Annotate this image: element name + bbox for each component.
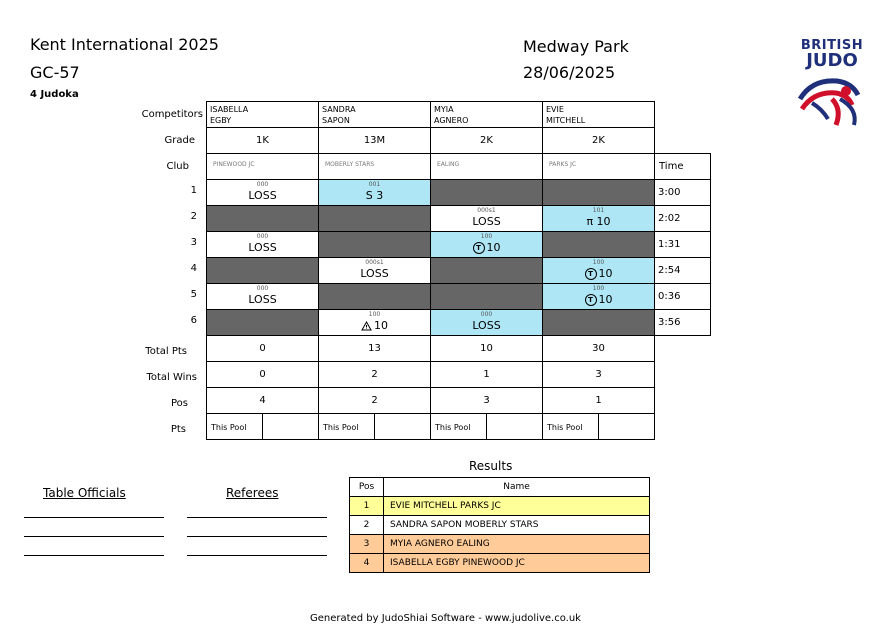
competitor-name-cell (430, 101, 543, 128)
time-value: 2:02 (658, 213, 681, 224)
contest-cell (542, 205, 655, 232)
time-cell (654, 179, 711, 206)
competitor-name-cell (542, 101, 655, 128)
result-text: LOSS (248, 241, 277, 254)
contest-cell (318, 283, 431, 310)
result-value (543, 215, 654, 228)
pos-value: 1 (595, 395, 602, 406)
club-cell (542, 153, 655, 180)
contest-number: 3 (190, 237, 197, 248)
result-text: 10 (374, 319, 388, 332)
grade-cell (542, 127, 655, 154)
total-wins-cell (318, 361, 431, 388)
total-pts-value: 10 (480, 343, 493, 354)
contest-cell (206, 205, 319, 232)
total-wins-cell (206, 361, 319, 388)
label-grade: Grade (164, 135, 195, 146)
pool-pts-divider (262, 414, 263, 439)
contest-cell (206, 231, 319, 258)
time-cell (654, 231, 711, 258)
contest-cell (542, 179, 655, 206)
referee-line (187, 517, 327, 518)
contest-number: 4 (190, 263, 197, 274)
pool-pts-divider (486, 414, 487, 439)
results-row (350, 535, 650, 554)
result-text: S 3 (365, 189, 384, 202)
official-line (24, 517, 164, 518)
competitor-last-name: EGBY (210, 116, 232, 125)
result-pos: 2 (350, 516, 384, 535)
pos-cell (206, 387, 319, 414)
total-pts-cell (206, 335, 319, 362)
event-date: 28/06/2025 (523, 63, 616, 82)
warning-icon (361, 321, 372, 331)
grade-value: 1K (256, 135, 269, 146)
result-value (319, 189, 430, 202)
judoka-count: 4 Judoka (30, 89, 79, 100)
competitor-last-name: AGNERO (434, 116, 469, 125)
pool-pts-divider (374, 414, 375, 439)
contest-cell (430, 283, 543, 310)
competitor-name (546, 104, 585, 126)
score-code: 100 (592, 285, 605, 292)
result-value (319, 319, 430, 332)
total-wins-cell (430, 361, 543, 388)
competitor-name (322, 104, 356, 126)
result-text: 10 (486, 241, 501, 254)
total-wins-value: 3 (595, 369, 602, 380)
competitor-first-name: EVIE (546, 105, 564, 114)
results-row (350, 516, 650, 535)
venue: Medway Park (523, 37, 629, 56)
penalty-t-icon: T (585, 294, 597, 306)
this-pool-label: This Pool (547, 423, 583, 432)
competitor-first-name: SANDRA (322, 105, 356, 114)
result-value (543, 293, 654, 306)
contest-number: 1 (190, 185, 197, 196)
label-pos: Pos (170, 398, 188, 409)
contest-cell (430, 257, 543, 284)
contest-cell (542, 231, 655, 258)
time-value: 2:54 (658, 265, 681, 276)
competitor-first-name: MYIA (434, 105, 454, 114)
time-cell (654, 309, 711, 336)
time-cell (654, 257, 711, 284)
pool-code: GC-57 (30, 63, 80, 82)
club-value: EALING (437, 161, 460, 168)
score-code: 001 (368, 181, 381, 188)
grade-value: 2K (480, 135, 493, 146)
grade-value: 13M (363, 135, 386, 146)
score-code: 000 (256, 233, 269, 240)
pos-cell (430, 387, 543, 414)
pool-pts-cell (206, 413, 319, 440)
result-value (207, 241, 318, 254)
result-text: LOSS (248, 293, 277, 306)
result-text: LOSS (472, 319, 501, 332)
result-pos: 4 (350, 554, 384, 573)
total-wins-cell (542, 361, 655, 388)
contest-cell (206, 309, 319, 336)
club-cell (430, 153, 543, 180)
referees-heading: Referees (226, 486, 279, 500)
contest-cell (430, 205, 543, 232)
contest-number: 6 (190, 315, 197, 326)
competitor-name-cell (318, 101, 431, 128)
result-text: π 10 (586, 215, 611, 228)
total-wins-value: 2 (371, 369, 378, 380)
result-pos: 1 (350, 497, 384, 516)
pos-cell (542, 387, 655, 414)
contest-cell (206, 283, 319, 310)
result-text: 10 (598, 267, 613, 280)
label-total-wins: Total Wins (146, 372, 197, 383)
club-cell (318, 153, 431, 180)
score-code: 000s1 (365, 259, 384, 266)
result-value (207, 293, 318, 306)
result-text: LOSS (472, 215, 501, 228)
label-club: Club (166, 161, 189, 172)
club-value: MOBERLY STARS (325, 161, 375, 168)
total-wins-value: 1 (483, 369, 490, 380)
pos-cell (318, 387, 431, 414)
result-text: 10 (598, 293, 613, 306)
contest-cell (542, 309, 655, 336)
grade-cell (206, 127, 319, 154)
contest-cell (206, 179, 319, 206)
pool-pts-cell (318, 413, 431, 440)
contest-cell (318, 179, 431, 206)
result-value (543, 267, 654, 280)
result-value (431, 215, 542, 228)
pos-value: 2 (371, 395, 378, 406)
results-col-pos: Pos (350, 478, 384, 497)
results-title: Results (469, 459, 513, 473)
contest-cell (542, 257, 655, 284)
results-table (349, 477, 650, 573)
time-value: 3:00 (658, 187, 681, 198)
time-cell (654, 205, 711, 232)
british-judo-logo: BRITISH JUDO (792, 38, 872, 135)
club-cell (206, 153, 319, 180)
this-pool-label: This Pool (211, 423, 247, 432)
total-pts-cell (542, 335, 655, 362)
official-line (24, 536, 164, 537)
table-officials-heading: Table Officials (43, 486, 126, 500)
total-pts-value: 0 (259, 343, 266, 354)
result-text: LOSS (248, 189, 277, 202)
result-value (431, 241, 542, 254)
result-value (431, 319, 542, 332)
pool-pts-cell (542, 413, 655, 440)
competitor-last-name: SAPON (322, 116, 350, 125)
club-value: PARKS JC (549, 161, 577, 168)
label-pts: Pts (170, 424, 186, 435)
score-code: 100 (480, 233, 493, 240)
results-row (350, 497, 650, 516)
result-text: LOSS (360, 267, 389, 280)
score-code: 101 (592, 207, 605, 214)
contest-cell (542, 283, 655, 310)
contest-cell (318, 309, 431, 336)
time-value: 0:36 (658, 291, 681, 302)
grade-value: 2K (592, 135, 605, 146)
this-pool-label: This Pool (435, 423, 471, 432)
contest-cell (206, 257, 319, 284)
contest-cell (430, 231, 543, 258)
referee-line (187, 536, 327, 537)
score-code: 000s1 (477, 207, 496, 214)
event-title: Kent International 2025 (30, 35, 219, 54)
pos-value: 3 (483, 395, 490, 406)
time-value: 3:56 (658, 317, 681, 328)
pool-pts-divider (598, 414, 599, 439)
contest-cell (430, 179, 543, 206)
result-name: SANDRA SAPON MOBERLY STARS (384, 516, 650, 535)
contest-cell (318, 205, 431, 232)
time-value: 1:31 (658, 239, 681, 250)
contest-number: 2 (190, 211, 197, 222)
result-name: ISABELLA EGBY PINEWOOD JC (384, 554, 650, 573)
results-row (350, 554, 650, 573)
club-value: PINEWOOD JC (213, 161, 255, 168)
label-total-pts: Total Pts (145, 346, 187, 357)
contest-number: 5 (190, 289, 197, 300)
total-pts-cell (318, 335, 431, 362)
time-cell (654, 283, 711, 310)
score-code: 000 (256, 285, 269, 292)
total-pts-cell (430, 335, 543, 362)
total-pts-value: 13 (368, 343, 381, 354)
score-code: 100 (368, 311, 381, 318)
result-pos: 3 (350, 535, 384, 554)
competitor-first-name: ISABELLA (210, 105, 249, 114)
competitor-name (434, 104, 468, 126)
contest-cell (318, 231, 431, 258)
label-competitors: Competitors (141, 109, 203, 120)
contest-cell (430, 309, 543, 336)
penalty-t-icon: T (585, 268, 597, 280)
result-name: EVIE MITCHELL PARKS JC (384, 497, 650, 516)
competitor-last-name: MITCHELL (546, 116, 586, 125)
result-name: MYIA AGNERO EALING (384, 535, 650, 554)
competitor-name-cell (206, 101, 319, 128)
results-col-name: Name (384, 478, 650, 497)
competitor-name (210, 104, 248, 126)
time-header-cell (654, 153, 711, 180)
this-pool-label: This Pool (323, 423, 359, 432)
contest-cell (318, 257, 431, 284)
grade-cell (318, 127, 431, 154)
time-header: Time (659, 161, 684, 172)
judo-figure-icon (792, 69, 872, 131)
referee-line (187, 555, 327, 556)
grade-cell (430, 127, 543, 154)
result-value (207, 189, 318, 202)
results-header-row (350, 478, 650, 497)
score-code: 000 (256, 181, 269, 188)
penalty-t-icon: T (473, 242, 485, 254)
result-value (319, 267, 430, 280)
score-code: 000 (480, 311, 493, 318)
score-code: 100 (592, 259, 605, 266)
total-wins-value: 0 (259, 369, 266, 380)
footer-credit: Generated by JudoShiai Software - www.judolive.co.uk (310, 613, 581, 624)
total-pts-value: 30 (592, 343, 605, 354)
pool-pts-cell (430, 413, 543, 440)
pos-value: 4 (259, 395, 266, 406)
official-line (24, 555, 164, 556)
